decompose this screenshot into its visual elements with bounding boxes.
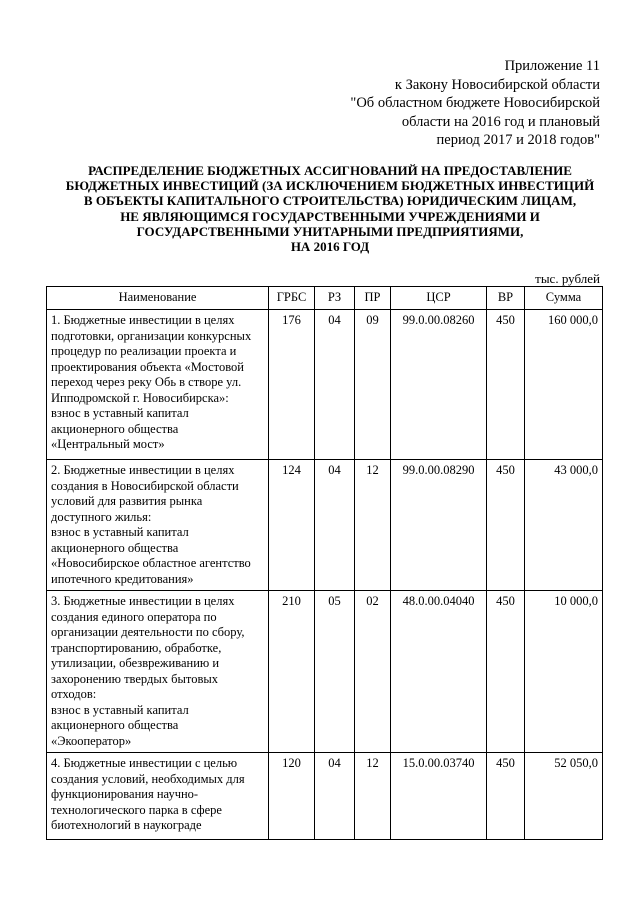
row-pr: 09: [355, 310, 391, 460]
name-line: процедур по реализации проекта и: [51, 344, 237, 358]
row-csr: 15.0.00.03740: [391, 753, 487, 840]
name-line: функционирования научно-: [51, 787, 199, 801]
row-csr: 48.0.00.04040: [391, 591, 487, 753]
row-vr: 450: [487, 591, 525, 753]
row-sum: 52 050,0: [525, 753, 603, 840]
row-grbs: 124: [269, 460, 315, 591]
table-header-row: [47, 287, 603, 310]
name-line: акционерного общества: [51, 421, 179, 436]
row-vr: 450: [487, 310, 525, 460]
appendix-line: период 2017 и 2018 годов": [436, 132, 600, 148]
row-rz: 04: [315, 310, 355, 460]
row-pr: 12: [355, 753, 391, 840]
title-line: БЮДЖЕТНЫХ ИНВЕСТИЦИЙ (ЗА ИСКЛЮЧЕНИЕМ БЮДЖЕТНЫХ ИНВЕСТИЦИЙ: [65, 178, 595, 194]
appendix-note: [350, 57, 600, 150]
name-line: отходов:: [51, 687, 97, 701]
name-line: создания в Новосибирской области: [51, 478, 239, 493]
title-line: ГОСУДАРСТВЕННЫМИ УНИТАРНЫМИ ПРЕДПРИЯТИЯМИ,: [136, 223, 524, 239]
name-line: захоронению твердых бытовых: [51, 671, 219, 686]
row-rz: 04: [315, 460, 355, 591]
row-sum: 10 000,0: [525, 591, 603, 753]
header-grbs: ГРБС: [269, 287, 315, 310]
name-line: создания единого оператора по: [51, 609, 217, 624]
row-csr: 99.0.00.08290: [391, 460, 487, 591]
row-rz: 05: [315, 591, 355, 753]
row-sum: 43 000,0: [525, 460, 603, 591]
name-line: доступного жилья:: [51, 509, 152, 524]
name-line: 1. Бюджетные инвестиции в целях: [51, 313, 235, 327]
row-name-cell: [47, 591, 269, 753]
table-row: [47, 591, 603, 753]
name-line: организации деятельности по сбору,: [51, 625, 245, 639]
name-line: акционерного общества: [51, 540, 179, 555]
name-line: 2. Бюджетные инвестиции в целях: [51, 463, 235, 477]
units-label: тыс. рублей: [535, 271, 600, 286]
title-line: РАСПРЕДЕЛЕНИЕ БЮДЖЕТНЫХ АССИГНОВАНИЙ НА ПРЕДОСТАВЛЕНИЕ: [88, 163, 572, 178]
title-line: НЕ ЯВЛЯЮЩИМСЯ ГОСУДАРСТВЕННЫМИ УЧРЕЖДЕНИЯМИ И: [120, 208, 540, 224]
row-rz: 04: [315, 753, 355, 840]
document-title: [40, 163, 620, 254]
name-line: «Экооператор»: [51, 733, 132, 748]
row-pr: 12: [355, 460, 391, 591]
table-row: [47, 310, 603, 460]
name-line: создания условий, необходимых для: [51, 771, 245, 786]
name-line: акционерного общества: [51, 718, 179, 732]
name-line: взнос в уставный капитал: [51, 702, 189, 717]
name-line: ипотечного кредитования»: [51, 571, 194, 586]
table-row: [47, 753, 603, 840]
table-row: [47, 460, 603, 591]
name-line: взнос в уставный капитал: [51, 406, 189, 420]
header-csr: ЦСР: [391, 287, 487, 310]
header-name: Наименование: [47, 287, 269, 310]
title-line: НА 2016 ГОД: [290, 239, 370, 255]
name-line: взнос в уставный капитал: [51, 525, 189, 539]
budget-table: [46, 286, 603, 840]
name-line: 4. Бюджетные инвестиции с целью: [51, 756, 238, 770]
name-line: условий для развития рынка: [51, 494, 203, 508]
header-pr: ПР: [355, 287, 391, 310]
row-grbs: 120: [269, 753, 315, 840]
row-sum: 160 000,0: [525, 310, 603, 460]
appendix-line: Приложение 11: [504, 58, 600, 74]
title-line: В ОБЪЕКТЫ КАПИТАЛЬНОГО СТРОИТЕЛЬСТВА) ЮРИДИЧЕСКИМ ЛИЦАМ,: [83, 193, 577, 209]
row-name-cell: [47, 460, 269, 591]
appendix-line: к Закону Новосибирской области: [394, 76, 600, 93]
name-line: транспортированию, обработке,: [51, 640, 222, 655]
appendix-line: "Об областном бюджете Новосибирской: [350, 95, 600, 111]
name-line: переход через реку Обь в створе ул.: [51, 375, 242, 389]
row-pr: 02: [355, 591, 391, 753]
name-line: 3. Бюджетные инвестиции в целях: [51, 594, 235, 608]
row-vr: 450: [487, 753, 525, 840]
row-vr: 450: [487, 460, 525, 591]
row-grbs: 176: [269, 310, 315, 460]
row-csr: 99.0.00.08260: [391, 310, 487, 460]
name-line: «Новосибирское областное агентство: [51, 556, 251, 570]
header-vr: ВР: [487, 287, 525, 310]
name-line: проектирования объекта «Мостовой: [51, 359, 244, 374]
name-line: подготовки, организации конкурсных: [51, 328, 252, 343]
name-line: утилизации, обезвреживанию и: [51, 656, 220, 670]
row-grbs: 210: [269, 591, 315, 753]
header-sum: Сумма: [525, 287, 603, 310]
appendix-line: области на 2016 год и плановый: [401, 113, 600, 130]
name-line: биотехнологий в наукограде: [51, 818, 202, 832]
name-line: технологического парка в сфере: [51, 802, 222, 817]
name-line: «Центральный мост»: [51, 437, 165, 451]
row-name-cell: [47, 310, 269, 460]
header-rz: РЗ: [315, 287, 355, 310]
name-line: Ипподромской г. Новосибирска»:: [51, 390, 229, 405]
row-name-cell: [47, 753, 269, 840]
